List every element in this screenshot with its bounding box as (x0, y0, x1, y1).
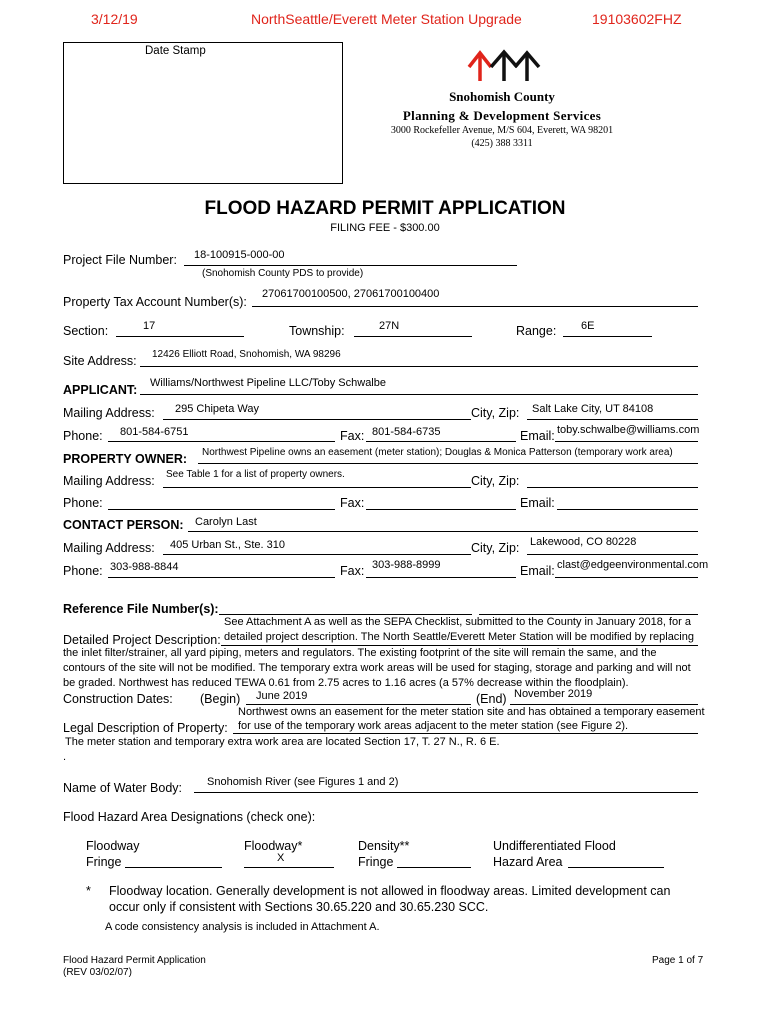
tax-account-underline (252, 306, 698, 307)
applicant-phone-value[interactable]: 801-584-6751 (120, 426, 189, 438)
county-logo-icon (467, 47, 541, 88)
water-body-value[interactable]: Snohomish River (see Figures 1 and 2) (207, 776, 399, 788)
floodway-check-mark[interactable]: X (277, 852, 285, 864)
project-file-note: (Snohomish County PDS to provide) (202, 268, 364, 279)
footnote-line-1: Floodway location. Generally development is not allowed in floodway areas. Limited development can (109, 884, 671, 898)
applicant-heading: APPLICANT: (63, 383, 138, 397)
owner-underline (198, 463, 698, 464)
contact-phone-label: Phone: (63, 564, 103, 578)
range-value[interactable]: 6E (581, 320, 595, 332)
floodway-checkline[interactable] (244, 867, 334, 868)
construction-begin-label: (Begin) (200, 692, 241, 706)
construction-begin-value[interactable]: June 2019 (256, 690, 308, 702)
owner-name[interactable]: Northwest Pipeline owns an easement (meter station); Douglas & Monica Patterson (temporary work area) (202, 447, 673, 458)
consistency-note: A code consistency analysis is included in Attachment A. (105, 921, 380, 933)
applicant-phone-label: Phone: (63, 429, 103, 443)
contact-mailing-value[interactable]: 405 Urban St., Ste. 310 (170, 539, 285, 551)
owner-mailing-value[interactable]: See Table 1 for a list of property owners. (166, 469, 345, 480)
owner-phone-underline[interactable] (108, 509, 335, 510)
owner-phone-label: Phone: (63, 496, 103, 510)
owner-city-label: City, Zip: (471, 474, 520, 488)
description-line-1[interactable]: See Attachment A as well as the SEPA Checklist, submitted to the County in January 2018, for a (224, 616, 691, 628)
owner-heading: PROPERTY OWNER: (63, 452, 188, 466)
density-fringe-checkline[interactable] (397, 867, 471, 868)
designations-label: Flood Hazard Area Designations (check one): (63, 810, 316, 824)
contact-email-label: Email: (520, 564, 555, 578)
applicant-fax-value[interactable]: 801-584-6735 (372, 426, 441, 438)
applicant-phone-underline (108, 441, 335, 442)
range-underline (563, 336, 652, 337)
filing-fee: FILING FEE - $300.00 (330, 222, 440, 234)
description-label: Detailed Project Description: (63, 633, 221, 647)
construction-end-label: (End) (476, 692, 507, 706)
date-stamp-label: Date Stamp (145, 45, 206, 57)
applicant-email-value[interactable]: toby.schwalbe@williams.com (557, 424, 700, 436)
construction-label: Construction Dates: (63, 692, 173, 706)
contact-fax-value[interactable]: 303-988-8999 (372, 559, 441, 571)
applicant-email-underline (555, 441, 698, 442)
legal-underline (233, 733, 698, 734)
floodway-fringe-checkline[interactable] (125, 867, 222, 868)
contact-city-underline (527, 554, 698, 555)
owner-fax-underline[interactable] (366, 509, 516, 510)
contact-city-label: City, Zip: (471, 541, 520, 555)
project-file-label: Project File Number: (63, 253, 177, 267)
water-body-underline (194, 792, 698, 793)
contact-heading: CONTACT PERSON: (63, 518, 184, 532)
agency-address: 3000 Rockefeller Avenue, M/S 604, Everett, WA 98201 (390, 125, 614, 136)
construction-end-value[interactable]: November 2019 (514, 688, 593, 700)
legal-line-2[interactable]: for use of the temporary work areas adjacent to the meter station (see Figure 2). (238, 720, 629, 732)
township-underline (354, 336, 472, 337)
contact-fax-underline (366, 577, 516, 578)
agency-dept: Planning & Development Services (402, 108, 602, 123)
contact-fax-label: Fax: (340, 564, 365, 578)
tax-account-label: Property Tax Account Number(s): (63, 295, 247, 309)
applicant-city-label: City, Zip: (471, 406, 520, 420)
footer-page-number: Page 1 of 7 (652, 955, 704, 966)
owner-fax-label: Fax: (340, 496, 365, 510)
range-label: Range: (516, 324, 557, 338)
agency-phone: (425) 388 3311 (471, 138, 533, 149)
floodway-fringe-label-2: Fringe (86, 855, 122, 869)
footer-revision: (REV 03/02/07) (63, 967, 132, 978)
owner-city-underline[interactable] (527, 487, 698, 488)
section-value[interactable]: 17 (143, 320, 156, 332)
section-label: Section: (63, 324, 109, 338)
project-file-value[interactable]: 18-100915-000-00 (194, 249, 285, 261)
contact-phone-underline (108, 577, 335, 578)
description-line-2[interactable]: detailed project description. The North Seattle/Everett Meter Station will be modified by replacing (224, 631, 694, 643)
header-date: 3/12/19 (91, 11, 138, 27)
applicant-city-underline (527, 419, 698, 420)
township-value[interactable]: 27N (379, 320, 400, 332)
section-underline (116, 336, 244, 337)
description-line-3[interactable]: the inlet filter/strainer, all yard piping, meters and regulators. The existing footprint of the site will remain the same, and the (63, 647, 657, 659)
applicant-city-value[interactable]: Salt Lake City, UT 84108 (532, 403, 654, 415)
project-file-underline (184, 265, 517, 266)
owner-mailing-underline (163, 487, 471, 488)
contact-email-underline (555, 577, 698, 578)
floodway-label: Floodway* (244, 839, 303, 853)
applicant-underline (140, 394, 698, 395)
water-body-label: Name of Water Body: (63, 781, 183, 795)
agency-name: Snohomish County (449, 89, 555, 104)
tax-account-value[interactable]: 27061700100500, 27061700100400 (262, 288, 440, 300)
legal-line-4: . (63, 751, 67, 763)
legal-line-1[interactable]: Northwest owns an easement for the meter station site and has obtained a temporary easement (238, 706, 705, 718)
applicant-email-label: Email: (520, 429, 555, 443)
contact-name[interactable]: Carolyn Last (195, 516, 257, 528)
undifferentiated-label-2: Hazard Area (493, 855, 563, 869)
contact-phone-value[interactable]: 303-988-8844 (110, 561, 179, 573)
page-title: FLOOD HAZARD PERMIT APPLICATION (204, 198, 566, 219)
township-label: Township: (289, 324, 345, 338)
applicant-mailing-underline (163, 419, 471, 420)
header-code: 19103602FHZ (592, 11, 682, 27)
owner-email-underline[interactable] (557, 509, 698, 510)
legal-line-3[interactable]: The meter station and temporary extra work area are located Section 17, T. 27 N., R. 6 E. (65, 736, 500, 748)
undifferentiated-label-1: Undifferentiated Flood (493, 839, 616, 853)
floodway-fringe-label-1: Floodway (86, 839, 140, 853)
contact-email-value[interactable]: clast@edgeenvironmental.com (557, 559, 709, 571)
header-project: NorthSeattle/Everett Meter Station Upgrade (251, 11, 522, 27)
contact-mailing-underline (163, 554, 471, 555)
owner-mailing-label: Mailing Address: (63, 474, 155, 488)
description-line-5[interactable]: be graded. Northwest has reduced TEWA 0.61 from 2.75 acres to 1.16 acres (a 57% decrease within the floodplain). (63, 677, 629, 689)
applicant-mailing-label: Mailing Address: (63, 406, 155, 420)
date-stamp-box (63, 42, 343, 184)
density-fringe-label-1: Density** (358, 839, 410, 853)
applicant-mailing-value[interactable]: 295 Chipeta Way (175, 403, 259, 415)
density-fringe-label-2: Fringe (358, 855, 394, 869)
footnote-star: * (86, 884, 91, 898)
contact-mailing-label: Mailing Address: (63, 541, 155, 555)
applicant-fax-underline (366, 441, 516, 442)
description-line-4[interactable]: contours of the site will not be modified. The temporary extra work areas will be used for staging, storage and parking and will not (63, 662, 691, 674)
site-address-underline (140, 366, 698, 367)
applicant-fax-label: Fax: (340, 429, 365, 443)
undifferentiated-checkline[interactable] (568, 867, 664, 868)
reference-label: Reference File Number(s): (63, 602, 219, 616)
footer-form-name: Flood Hazard Permit Application (63, 955, 206, 966)
site-address-value[interactable]: 12426 Elliott Road, Snohomish, WA 98296 (152, 349, 341, 360)
footnote-line-2: occur only if consistent with Sections 30.65.220 and 30.65.230 SCC. (109, 900, 489, 914)
applicant-name[interactable]: Williams/Northwest Pipeline LLC/Toby Schwalbe (150, 377, 386, 389)
owner-email-label: Email: (520, 496, 555, 510)
site-address-label: Site Address: (63, 354, 137, 368)
legal-label: Legal Description of Property: (63, 721, 228, 735)
contact-underline (188, 531, 698, 532)
contact-city-value[interactable]: Lakewood, CO 80228 (530, 536, 637, 548)
